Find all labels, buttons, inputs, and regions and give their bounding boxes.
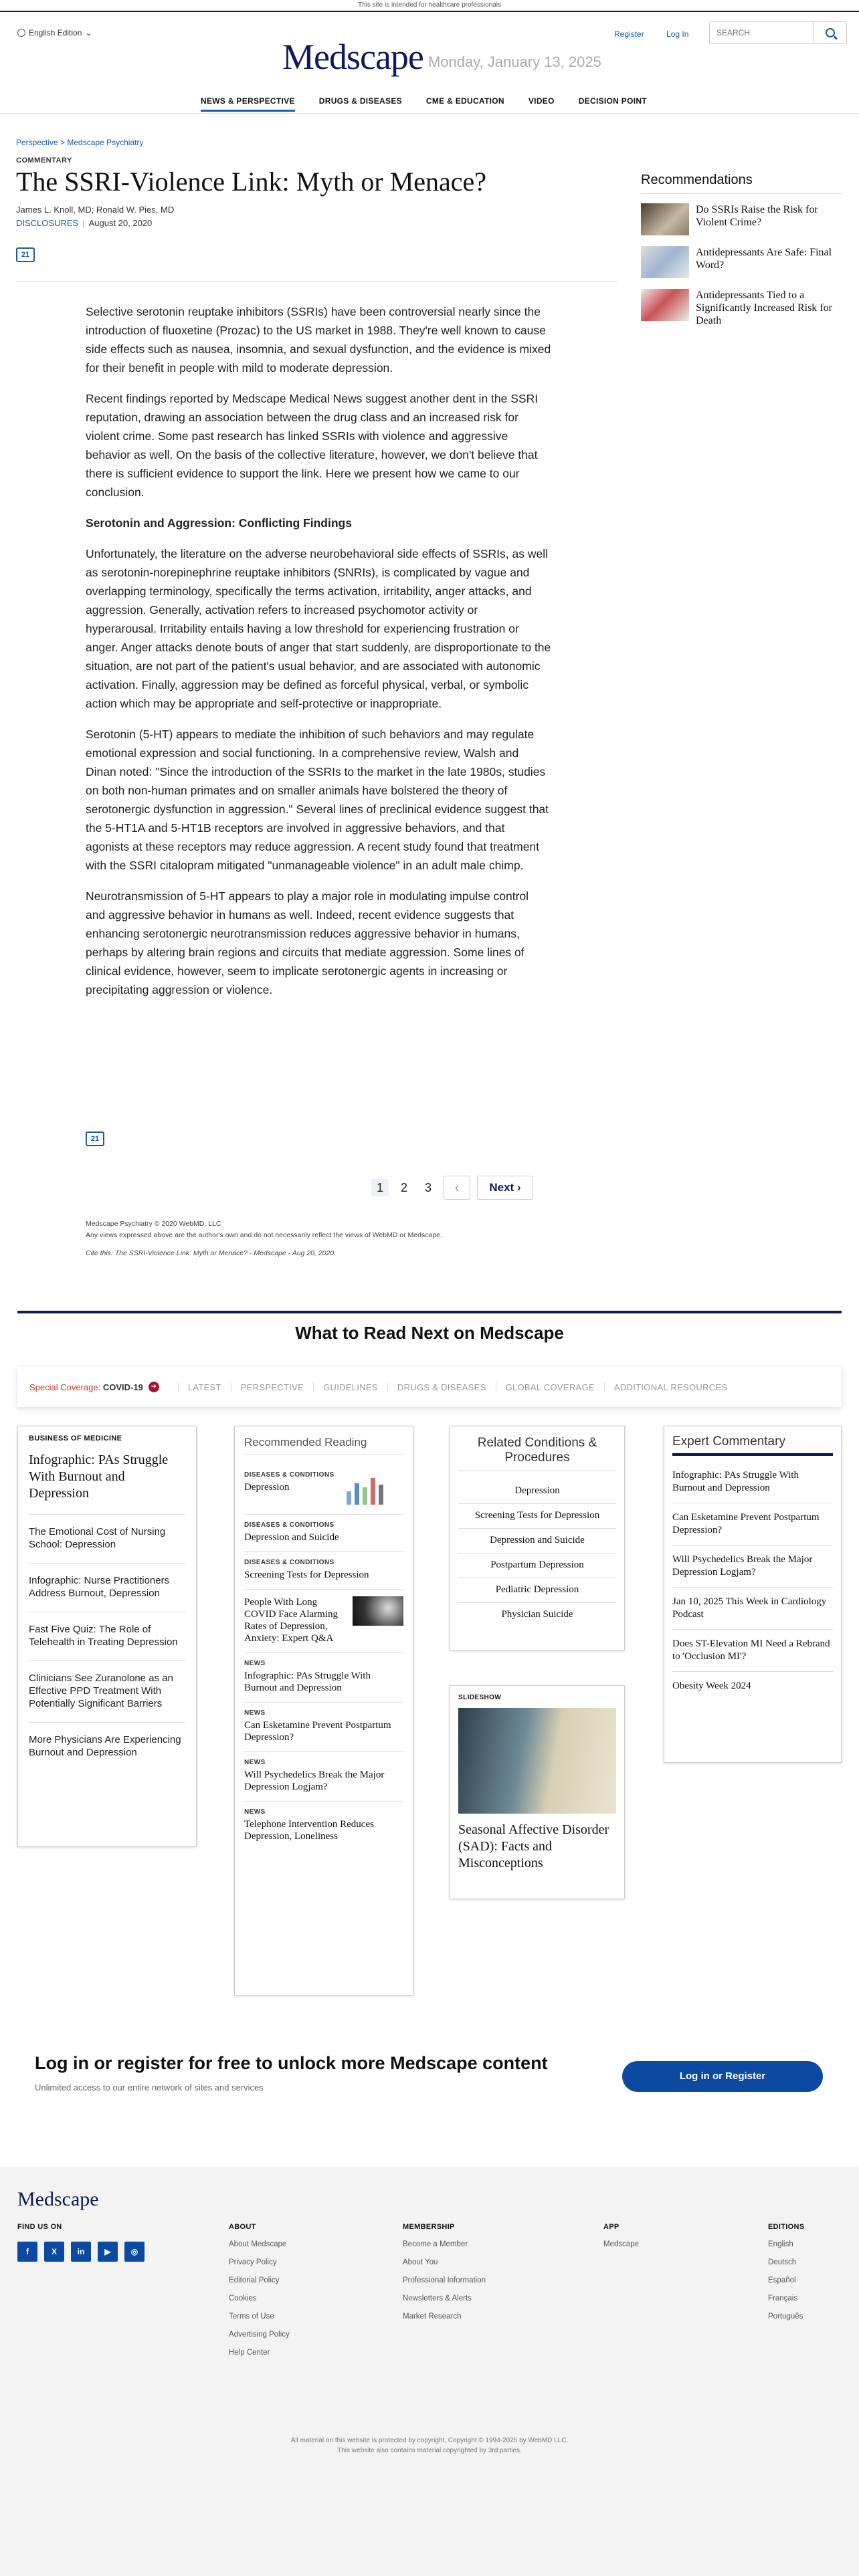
item-kicker: NEWS [244, 1759, 266, 1766]
item-kicker: DISEASES & CONDITIONS [244, 1471, 335, 1479]
recommendation-title: Antidepressants Are Safe: Final Word? [696, 247, 832, 271]
medscape-logo[interactable]: Medscape [282, 37, 423, 77]
paragraph: Unfortunately, the literature on the adverse neurobehavioral side effects of SSRIs, as well as serotonin-norepinephrine reuptake inhibitors (SNRIs), is complicated by vague and overlapping terminology, specifically the terms activation, irritability, anger attacks, and aggression. Generally, activation refers to increased psychomotor activity or hyperarousal. Irritability entails having a low threshold for experiencing frustration or anger. Anger attacks denote bouts of anger that start suddenly, are disproportionate to the situation, are not part of the patient's usual behavior, and are associated with autonomic activation. Finally, aggression may be defined as forceful physical, verbal, or symbolic action which may be appropriate and self-protective or inappropriate. [86, 547, 551, 710]
footer-app [603, 2223, 639, 2258]
paragraph: Neurotransmission of 5-HT appears to play a major role in modulating impulse control and aggressive behavior in humans as well. Indeed, recent evidence suggests that enhancing serotonergic neurotransmission reduces aggressive behavior in humans, perhaps by altering brain regions and circuits that mediate aggression. Some lines of clinical evidence, however, seem to implicate serotonergic agents in increasing or precipitating aggression or violence. [86, 889, 529, 996]
footer-link[interactable]: Advertising Policy [229, 2331, 290, 2339]
login-banner-subtitle: Unlimited access to our entire network of sites and services [35, 2082, 264, 2092]
list-item[interactable] [244, 1752, 403, 1802]
item-title: Depression and Suicide [244, 1532, 339, 1543]
chevron-down-icon: ⌄ [85, 28, 92, 37]
pagination [371, 1176, 533, 1200]
list-item[interactable]: Obesity Week 2024 [672, 1681, 751, 1691]
nav-drugs-diseases[interactable]: DRUGS & DISEASES [318, 96, 402, 106]
list-item[interactable] [244, 1653, 403, 1703]
thumbnail [353, 1596, 403, 1626]
copyright-text: Medscape Psychiatry © 2020 WebMD, LLC [86, 1220, 221, 1228]
page-1[interactable]: 1 [371, 1179, 389, 1196]
list-item[interactable]: Does ST-Elevation MI Need a Rebrand to 'Occlusion MI'? [672, 1630, 833, 1672]
tab-perspective[interactable]: PERSPECTIVE [231, 1382, 313, 1392]
youtube-icon[interactable]: ▶ [98, 2242, 118, 2262]
list-item[interactable]: Depression [458, 1479, 616, 1504]
opinion-disclaimer: Any views expressed above are the author's own and do not necessarily reflect the views of WebMD or Medscape. [86, 1231, 442, 1239]
comments-button-bottom[interactable]: 21 [86, 1132, 104, 1146]
article-authors: James L. Knoll, MD; Ronald W. Pies, MD [16, 205, 175, 215]
footer-link[interactable]: Privacy Policy [229, 2258, 277, 2266]
section-heading: Serotonin and Aggression: Conflicting Findings [86, 516, 352, 530]
footer-link[interactable]: English [768, 2240, 793, 2248]
login-link[interactable]: Log In [666, 29, 689, 39]
footer-link[interactable]: Français [768, 2294, 798, 2302]
recommendation-item[interactable] [641, 289, 842, 327]
list-item[interactable]: Infographic: Nurse Practitioners Address Burnout, Depression [29, 1563, 185, 1612]
item-kicker: NEWS [244, 1808, 266, 1816]
footer-link[interactable]: Become a Member [403, 2240, 468, 2248]
footer-link[interactable]: Português [768, 2313, 803, 2321]
card-title: Recommended Reading [244, 1436, 403, 1455]
tab-latest[interactable]: LATEST [178, 1382, 231, 1392]
login-banner-title: Log in or register for free to unlock more Medscape content [35, 2053, 548, 2073]
expert-commentary-card [664, 1426, 842, 1763]
item-kicker: NEWS [244, 1709, 266, 1717]
footer-membership [403, 2223, 486, 2331]
list-item[interactable]: Physician Suicide [501, 1609, 573, 1620]
meta-separator: | [82, 218, 85, 228]
list-item[interactable]: Can Esketamine Prevent Postpartum Depression? [672, 1503, 833, 1545]
social-links [17, 2242, 145, 2262]
list-item[interactable]: More Physicians Are Experiencing Burnout and Depression [29, 1722, 185, 1771]
recommendation-title: Antidepressants Tied to a Significantly Increased Risk for Death [696, 290, 832, 326]
recommendation-item[interactable] [641, 203, 842, 235]
item-title: Screening Tests for Depression [244, 1570, 369, 1580]
search-button[interactable] [813, 22, 846, 43]
thumbnail [641, 289, 689, 321]
what-to-read-next-title: What to Read Next on Medscape [295, 1323, 564, 1343]
paragraph: Serotonin (5-HT) appears to mediate the inhibition of such behaviors and may regulate emotional expression and social functioning. In a comprehensive review, Walsh and Dinan noted: "Since the introduction of the SSRIs to the market in the late 1980s, studies on both non-human primates and on smaller animals have bolstered the theory of serotonergic dysfunction in aggression." Several lines of preclinical evidence suggest that the 5-HT1A and 5-HT1B receptors are involved in aggressive behaviors, and that agonists at these receptors may reduce aggression. A recent study found that treatment with the SSRI citalopram mitigated "unmanageable violence" in an adult male chimp. [86, 728, 549, 872]
article-copyright [86, 1218, 442, 1241]
footer-heading: MEMBERSHIP [403, 2223, 455, 2231]
recommendation-title: Do SSRIs Raise the Risk for Violent Crime? [696, 204, 818, 228]
thumbnail [641, 246, 689, 278]
tab-drugs-diseases[interactable]: DRUGS & DISEASES [387, 1382, 496, 1392]
related-conditions-card [450, 1426, 625, 1650]
list-item[interactable]: Clinicians See Zuranolone as an Effective PPD Treatment With Potentially Significant Barriers [29, 1660, 185, 1722]
header-date: Monday, January 13, 2025 [428, 53, 601, 70]
list-item[interactable] [244, 1590, 403, 1653]
find-us-label: FIND US ON [17, 2223, 62, 2231]
item-title: Depression [244, 1482, 290, 1493]
list-item[interactable]: Pediatric Depression [458, 1578, 616, 1603]
login-register-button[interactable]: Log in or Register [622, 2061, 823, 2092]
card-label: BUSINESS OF MEDICINE [29, 1434, 122, 1442]
linkedin-icon[interactable]: in [71, 2242, 91, 2262]
list-item[interactable] [244, 1802, 403, 1850]
card-title: Related Conditions & Procedures [458, 1436, 616, 1471]
special-coverage-label: Special Coverage: [29, 1382, 101, 1392]
footer-editions [768, 2223, 804, 2331]
footer-link[interactable]: Español [768, 2276, 796, 2284]
thumbnail [641, 203, 689, 235]
item-title: People With Long COVID Face Alarming Rates of Depression, Anxiety: Expert Q&A [244, 1597, 338, 1644]
nav-news-perspective[interactable]: NEWS & PERSPECTIVE [201, 96, 295, 112]
site-header [0, 12, 859, 106]
breadcrumb[interactable]: Perspective > Medscape Psychiatry [16, 138, 144, 147]
recommendations-title: Recommendations [641, 173, 842, 194]
card-title: Expert Commentary [672, 1434, 833, 1456]
footer-about [229, 2223, 290, 2367]
nav-decision-point[interactable]: DECISION POINT [578, 96, 647, 106]
item-title: Can Esketamine Prevent Postpartum Depression? [244, 1720, 391, 1743]
search-input[interactable] [710, 22, 813, 43]
copyright-line: This website also contains material copyrighted by 3rd parties. [337, 2447, 522, 2454]
card-label: SLIDESHOW [458, 1694, 502, 1701]
recommended-reading-card [234, 1426, 413, 1996]
footer-link[interactable]: Editorial Policy [229, 2276, 280, 2284]
list-item[interactable]: Infographic: PAs Struggle With Burnout and Depression [672, 1461, 833, 1503]
footer-link[interactable]: Newsletters & Alerts [403, 2294, 472, 2302]
main-nav [201, 96, 671, 112]
thumbnail [340, 1471, 391, 1506]
next-page-button[interactable] [477, 1176, 533, 1200]
footer-link[interactable]: Market Research [403, 2313, 462, 2321]
footer-link[interactable]: About You [403, 2258, 438, 2266]
list-item[interactable]: Depression and Suicide [458, 1529, 616, 1553]
paragraph: Recent findings reported by Medscape Medical News suggest another dent in the SSRI reputation, drawing an association between the drug class and an increased risk for violent crime. Some past research has linked SSRIs with violence and aggressive behavior as well. On the basis of the collective literature, however, we don't believe that there is sufficient evidence to support the link. Here we present how we came to our conclusion. [86, 392, 539, 499]
nav-cme-education[interactable]: CME & EDUCATION [425, 96, 504, 106]
prev-page-button[interactable] [444, 1176, 470, 1200]
section-divider [17, 1311, 842, 1313]
list-item[interactable]: Will Psychedelics Break the Major Depression Logjam? [672, 1545, 833, 1588]
nav-video[interactable]: VIDEO [528, 96, 555, 106]
slideshow-title: Seasonal Affective Disorder (SAD): Facts and Misconceptions [458, 1822, 609, 1870]
article-label: COMMENTARY [16, 156, 72, 165]
footer-heading: ABOUT [229, 2223, 256, 2231]
slideshow-image [458, 1708, 616, 1814]
special-coverage-topic: COVID-19 [102, 1382, 143, 1392]
list-item[interactable] [244, 1552, 403, 1590]
x-icon[interactable]: X [44, 2242, 64, 2262]
copyright-line: All material on this website is protected by copyright, Copyright © 1994-2025 by WebMD LLC. [290, 2437, 569, 2444]
site-footer [0, 2167, 859, 2576]
footer-heading: APP [603, 2223, 619, 2231]
coverage-tabs [17, 1367, 842, 1407]
tab-global-coverage[interactable]: GLOBAL COVERAGE [496, 1382, 604, 1392]
slideshow-card[interactable] [450, 1685, 625, 1899]
article-meta [16, 218, 152, 228]
facebook-icon[interactable]: f [17, 2242, 37, 2262]
article-body [86, 302, 551, 1011]
article-divider [16, 281, 617, 282]
list-item[interactable] [244, 1465, 403, 1515]
language-selector[interactable] [17, 28, 92, 37]
chevron-right-icon: › [516, 1181, 521, 1194]
footer-link[interactable]: Cookies [229, 2294, 257, 2302]
item-title: Infographic: PAs Struggle With Burnout and Depression [244, 1671, 371, 1693]
tab-additional-resources[interactable]: ADDITIONAL RESOURCES [604, 1382, 737, 1392]
item-kicker: DISEASES & CONDITIONS [244, 1521, 335, 1529]
paragraph: Selective serotonin reuptake inhibitors (SSRIs) have been controversial nearly since the introduction of fluoxetine (Prozac) to the US market in 1988. They're well known to cause side effects such as nausea, insomnia, and sexual dysfunction, and the evidence is mixed for their benefit in people with mild to moderate depression. [86, 305, 551, 374]
item-title: Telephone Intervention Reduces Depression, Loneliness [244, 1819, 374, 1842]
chevron-left-icon: ‹ [455, 1181, 459, 1194]
list-item[interactable] [244, 1703, 403, 1752]
footer-link[interactable]: Deutsch [768, 2258, 797, 2266]
disclosures-link[interactable]: DISCLOSURES [16, 218, 79, 228]
list-item[interactable] [244, 1515, 403, 1552]
instagram-icon[interactable]: ◎ [124, 2242, 145, 2262]
business-of-medicine-card [17, 1426, 197, 1847]
special-coverage[interactable] [29, 1382, 143, 1392]
article-title: The SSRI-Violence Link: Myth or Menace? [16, 167, 486, 197]
recommendation-item[interactable] [641, 246, 842, 278]
register-link[interactable]: Register [614, 29, 644, 39]
language-label: English Edition [29, 28, 82, 37]
list-item[interactable]: Screening Tests for Depression [458, 1504, 616, 1529]
footer-link[interactable]: Terms of Use [229, 2313, 274, 2321]
footer-link[interactable]: Professional Information [403, 2276, 486, 2284]
tab-guidelines[interactable]: GUIDELINES [313, 1382, 387, 1392]
comments-button[interactable]: 21 [16, 247, 35, 262]
page-3[interactable]: 3 [424, 1181, 432, 1194]
list-item[interactable]: Postpartum Depression [458, 1553, 616, 1578]
footer-link[interactable]: About Medscape [229, 2240, 287, 2248]
lead-story[interactable]: Infographic: PAs Struggle With Burnout and Depression [29, 1453, 169, 1501]
list-item[interactable]: Jan 10, 2025 This Week in Cardiology Podcast [672, 1588, 833, 1630]
footer-link[interactable]: Medscape [603, 2240, 640, 2248]
footer-logo[interactable]: Medscape [17, 2188, 99, 2210]
list-item[interactable]: The Emotional Cost of Nursing School: Depression [29, 1514, 185, 1563]
page-2[interactable]: 2 [400, 1181, 407, 1194]
item-title: Will Psychedelics Break the Major Depression Logjam? [244, 1769, 385, 1792]
healthcare-notice: This site is intended for healthcare professionals [0, 0, 859, 12]
arrow-right-icon[interactable]: ➔ [149, 1382, 159, 1392]
globe-icon [17, 29, 25, 37]
search-box [709, 21, 847, 44]
next-label: Next [489, 1181, 514, 1194]
recommendations-panel [641, 173, 842, 338]
header-divider [0, 113, 859, 114]
footer-copyright [0, 2436, 859, 2456]
item-kicker: DISEASES & CONDITIONS [244, 1559, 335, 1566]
footer-heading: EDITIONS [768, 2223, 805, 2231]
search-icon [826, 28, 835, 37]
list-item[interactable]: Fast Five Quiz: The Role of Telehealth in Treating Depression [29, 1612, 185, 1660]
item-kicker: NEWS [244, 1660, 266, 1667]
citation: Cite this: The SSRI-Violence Link: Myth or Menace? - Medscape - Aug 20, 2020. [86, 1249, 337, 1257]
article-date: August 20, 2020 [88, 218, 153, 228]
footer-link[interactable]: Help Center [229, 2349, 270, 2357]
